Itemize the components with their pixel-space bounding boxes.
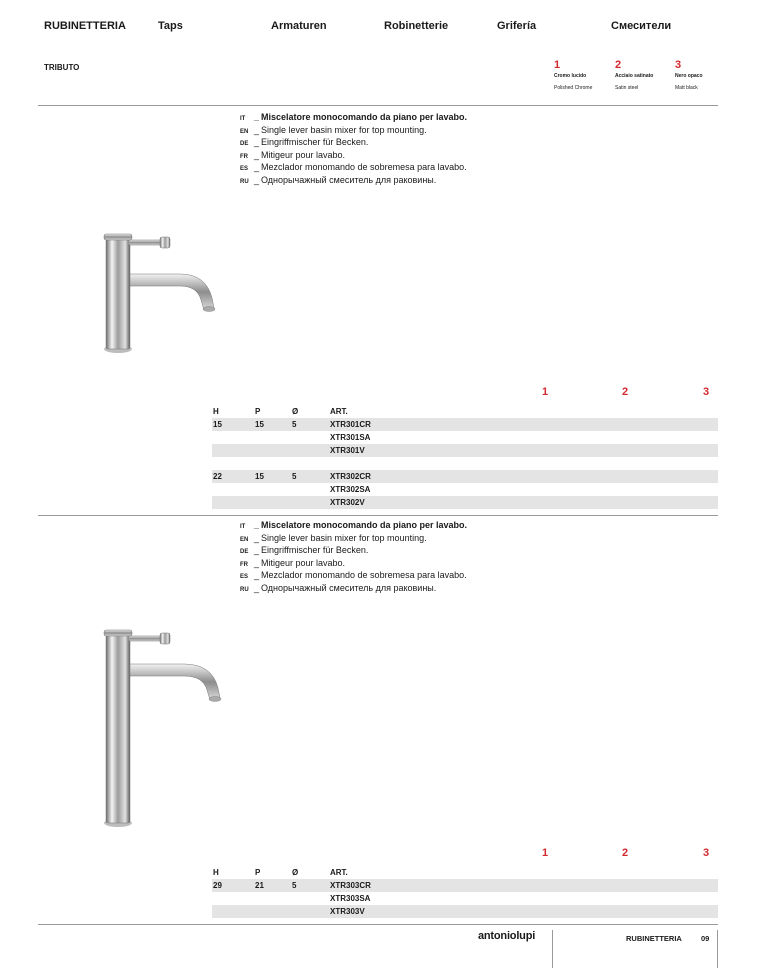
lang-code: IT xyxy=(240,524,246,530)
finish-column-number: 2 xyxy=(622,386,629,398)
lang-code: IT xyxy=(240,116,246,122)
finish-name-it: Nero opaco xyxy=(675,73,703,79)
description-text: Mitigeur pour lavabo. xyxy=(261,557,346,568)
table-row xyxy=(212,418,718,431)
table-row xyxy=(212,879,718,892)
description-line: EN _ Single lever basin mixer for top mounting. xyxy=(240,532,600,545)
header-ru: Смесители xyxy=(611,20,672,32)
finish-column-number: 1 xyxy=(542,386,549,398)
finish-name-en: Satin steel xyxy=(615,85,639,91)
description-line: FR _ Mitigeur pour lavabo. xyxy=(240,557,600,570)
description-line: DE _ Eingriffmischer für Becken. xyxy=(240,136,600,149)
description-text: Miscelatore monocomando da piano per lavabo. xyxy=(261,520,468,530)
description-line: RU _ Однорычажный смеситель для раковины. xyxy=(240,174,600,187)
description-line: EN _ Single lever basin mixer for top mounting. xyxy=(240,124,600,137)
lang-code: DE xyxy=(240,141,249,148)
finish-column-number: 3 xyxy=(703,847,710,859)
cell-diameter: 5 xyxy=(292,420,297,429)
cell-diameter: 5 xyxy=(292,472,297,481)
lang-code: RU xyxy=(240,586,249,593)
table-row xyxy=(212,444,718,457)
header-es: Grifería xyxy=(497,20,537,32)
header-height: H xyxy=(213,868,219,877)
cell-depth: 15 xyxy=(255,420,264,429)
header-it: RUBINETTERIA xyxy=(44,20,126,32)
cell-diameter: 5 xyxy=(292,881,297,890)
lang-code: FR xyxy=(240,153,248,160)
description-text: Mitigeur pour lavabo. xyxy=(261,149,346,160)
cell-height: 29 xyxy=(213,881,222,890)
table-row xyxy=(212,496,718,509)
cell-article: XTR302V xyxy=(330,498,365,507)
product-1-description xyxy=(240,111,600,187)
section-divider xyxy=(38,105,718,106)
table-header xyxy=(212,866,718,879)
header-depth: P xyxy=(255,868,261,877)
description-line: ES _ Mezclador monomando de sobremesa para lavabo. xyxy=(240,569,600,582)
header-de: Armaturen xyxy=(271,20,327,32)
table-row xyxy=(212,905,718,918)
description-line: IT _ Miscelatore monocomando da piano per lavabo. xyxy=(240,519,600,532)
header-diameter: Ø xyxy=(292,868,299,877)
cell-article: XTR301V xyxy=(330,446,365,455)
finish-3 xyxy=(675,60,735,91)
footer-divider xyxy=(38,924,718,925)
cell-depth: 21 xyxy=(255,881,264,890)
cell-depth: 15 xyxy=(255,472,264,481)
product-2-table xyxy=(212,866,718,918)
cell-article: XTR301SA xyxy=(330,433,371,442)
lang-code: EN xyxy=(240,536,249,543)
cell-article: XTR301CR xyxy=(330,420,371,429)
finish-number: 2 xyxy=(615,59,622,71)
description-text: Mezclador monomando de sobremesa para lavabo. xyxy=(261,570,467,581)
table-row xyxy=(212,483,718,496)
description-line: RU _ Однорычажный смеситель для раковины. xyxy=(240,582,600,595)
finish-number: 3 xyxy=(675,59,682,71)
lang-code: EN xyxy=(240,128,249,135)
finish-name-en: Matt black xyxy=(675,85,698,91)
finish-column-number: 2 xyxy=(622,847,629,859)
description-line: IT _ Miscelatore monocomando da piano per lavabo. xyxy=(240,111,600,124)
lang-code: ES xyxy=(240,574,249,581)
header-depth: P xyxy=(255,407,261,416)
lang-code: DE xyxy=(240,549,249,556)
table-row xyxy=(212,892,718,905)
page-number: 09 xyxy=(701,934,710,943)
cell-article: XTR303SA xyxy=(330,894,371,903)
product-2-description xyxy=(240,519,600,595)
footer-section: RUBINETTERIA xyxy=(626,934,682,943)
description-text: Eingriffmischer für Becken. xyxy=(261,545,369,556)
table-row xyxy=(212,470,718,483)
product-1-table xyxy=(212,405,718,509)
description-line: DE _ Eingriffmischer für Becken. xyxy=(240,544,600,557)
cell-article: XTR302CR xyxy=(330,472,371,481)
tall-basin-mixer-image xyxy=(98,624,228,832)
description-line: FR _ Mitigeur pour lavabo. xyxy=(240,149,600,162)
description-text: Однорычажный смеситель для раковины. xyxy=(261,174,437,185)
cell-article: XTR303CR xyxy=(330,881,371,890)
finish-2 xyxy=(615,60,675,91)
cell-height: 15 xyxy=(213,420,222,429)
series-name: TRIBUTO xyxy=(44,63,80,72)
basin-mixer-image xyxy=(98,228,222,358)
description-text: Single lever basin mixer for top mounting. xyxy=(261,532,427,543)
description-text: Однорычажный смеситель для раковины. xyxy=(261,582,437,593)
description-text: Eingriffmischer für Becken. xyxy=(261,137,369,148)
header-en: Taps xyxy=(158,20,183,32)
header-article: ART. xyxy=(330,868,348,877)
section-divider xyxy=(38,515,718,516)
cell-article: XTR303V xyxy=(330,907,365,916)
header-fr: Robinetterie xyxy=(384,20,449,32)
brand-logo: antoniolupi xyxy=(478,930,536,942)
cell-height: 22 xyxy=(213,472,222,481)
lang-code: ES xyxy=(240,166,249,173)
header-article: ART. xyxy=(330,407,348,416)
finish-column-number: 1 xyxy=(542,847,549,859)
finish-name-en: Polished Chrome xyxy=(554,85,593,91)
header-diameter: Ø xyxy=(292,407,299,416)
description-text: Miscelatore monocomando da piano per lavabo. xyxy=(261,112,468,122)
finish-column-number: 3 xyxy=(703,386,710,398)
finish-name-it: Acciaio satinato xyxy=(615,73,654,79)
finish-1 xyxy=(554,60,614,91)
table-header xyxy=(212,405,718,418)
header-height: H xyxy=(213,407,219,416)
table-row xyxy=(212,431,718,444)
lang-code: FR xyxy=(240,561,248,568)
finish-number: 1 xyxy=(554,59,561,71)
description-line: ES _ Mezclador monomando de sobremesa para lavabo. xyxy=(240,161,600,174)
description-text: Single lever basin mixer for top mounting. xyxy=(261,124,427,135)
finish-name-it: Cromo lucido xyxy=(554,73,587,79)
lang-code: RU xyxy=(240,178,249,185)
language-header xyxy=(0,20,775,34)
description-text: Mezclador monomando de sobremesa para lavabo. xyxy=(261,162,467,173)
cell-article: XTR302SA xyxy=(330,485,371,494)
